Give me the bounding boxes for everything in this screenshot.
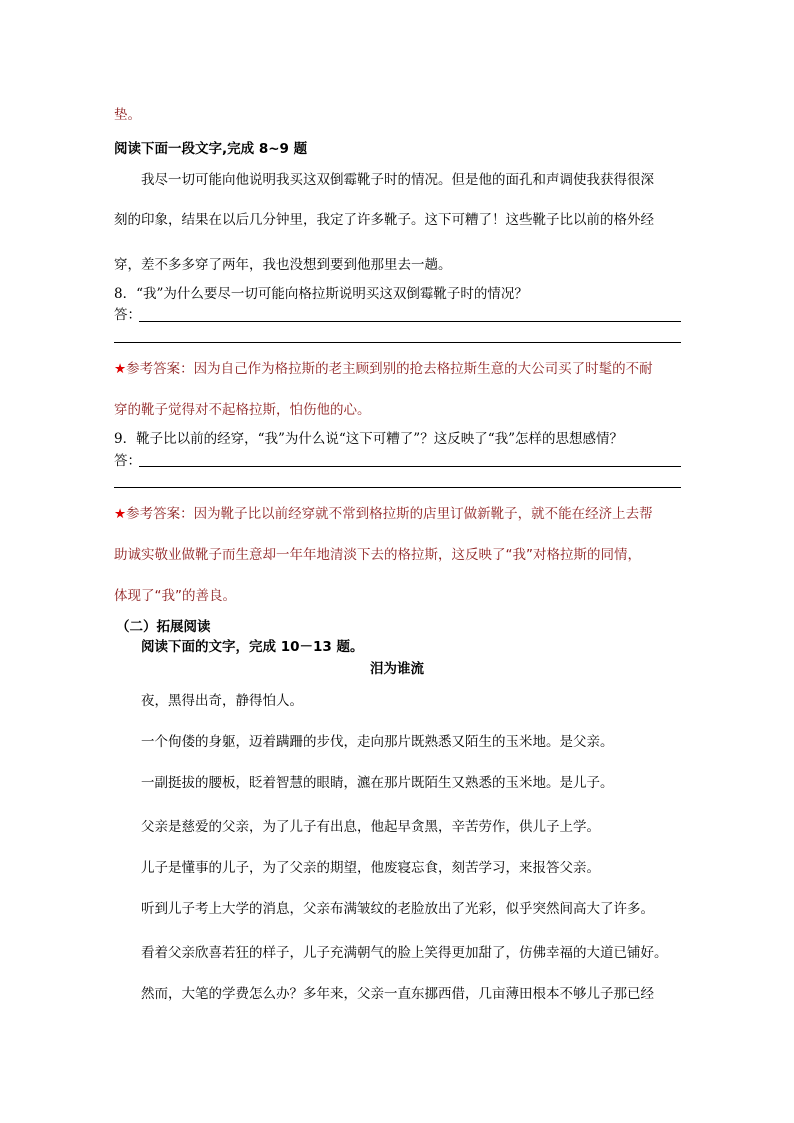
section-heading: （二）拓展阅读: [116, 619, 211, 635]
text-line: 助诚实敬业做靴子而生意却一年年地清淡下去的格拉斯，这反映了“我”对格拉斯的同情，: [114, 547, 641, 563]
text-line: 穿，差不多多穿了两年，我也没想到要到他那里去一趟。: [114, 257, 452, 273]
text-line: 我尽一切可能向他说明我买这双倒霉靴子时的情况。但是他的面孔和声调使我获得很深: [141, 172, 654, 188]
star-icon: ★: [114, 506, 127, 522]
question-8: 8．“我”为什么要尽一切可能向格拉斯说明买这双倒霉靴子时的情况？: [114, 286, 528, 302]
answer-line: [139, 321, 681, 322]
reference-answer: [114, 505, 653, 523]
text-line: 儿子是懂事的儿子，为了父亲的期望，他废寝忘食，刻苦学习，来报答父亲。: [141, 860, 600, 876]
text-line: 穿的靴子觉得对不起格拉斯，怕伤他的心。: [114, 402, 371, 418]
reference-answer: [114, 360, 653, 378]
answer-line: [139, 466, 681, 467]
answer-label: 答：: [114, 453, 141, 469]
article-title: 泪为谁流: [370, 661, 424, 677]
text-line: 体现了“我”的善良。: [114, 588, 236, 604]
answer-label: 答：: [114, 307, 141, 323]
text-line: 听到儿子考上大学的消息，父亲布满皱纹的老脸放出了光彩，似乎突然间高大了许多。: [141, 901, 654, 917]
star-icon: ★: [114, 361, 127, 377]
text-line: 垫。: [114, 107, 141, 123]
section-instruction: 阅读下面一段文字,完成 8~9 题: [114, 141, 308, 157]
text-line: 夜，黑得出奇，静得怕人。: [141, 693, 303, 709]
answer-line: [114, 342, 681, 343]
answer-text: 参考答案：因为靴子比以前经穿就不常到格拉斯的店里订做新靴子，就不能在经济上去帮: [126, 506, 653, 522]
answer-text: 参考答案：因为自己作为格拉斯的老主顾到别的抢去格拉斯生意的大公司买了时髦的不耐: [126, 361, 653, 377]
section-instruction: 阅读下面的文字，完成 10－13 题。: [141, 639, 364, 655]
text-line: 父亲是慈爱的父亲，为了儿子有出息，他起早贪黑，辛苦劳作，供儿子上学。: [141, 819, 600, 835]
text-line: 一个佝偻的身躯，迈着蹒跚的步伐，走向那片既熟悉又陌生的玉米地。是父亲。: [141, 734, 614, 750]
text-line: 然而，大笔的学费怎么办？多年来，父亲一直东挪西借，几亩薄田根本不够儿子那已经: [141, 986, 654, 1002]
question-9: 9．靴子比以前的经穿，“我”为什么说“这下可糟了”？这反映了“我”怎样的思想感情？: [114, 431, 623, 447]
answer-line: [114, 487, 681, 488]
text-line: 刻的印象，结果在以后几分钟里，我定了许多靴子。这下可糟了！这些靴子比以前的格外经: [114, 212, 654, 228]
text-line: 看着父亲欣喜若狂的样子，儿子充满朝气的脸上笑得更加甜了，仿佛幸福的大道已铺好。: [141, 945, 668, 961]
text-line: 一副挺拔的腰板，眨着智慧的眼睛，瀌在那片既陌生又熟悉的玉米地。是儿子。: [141, 775, 614, 791]
